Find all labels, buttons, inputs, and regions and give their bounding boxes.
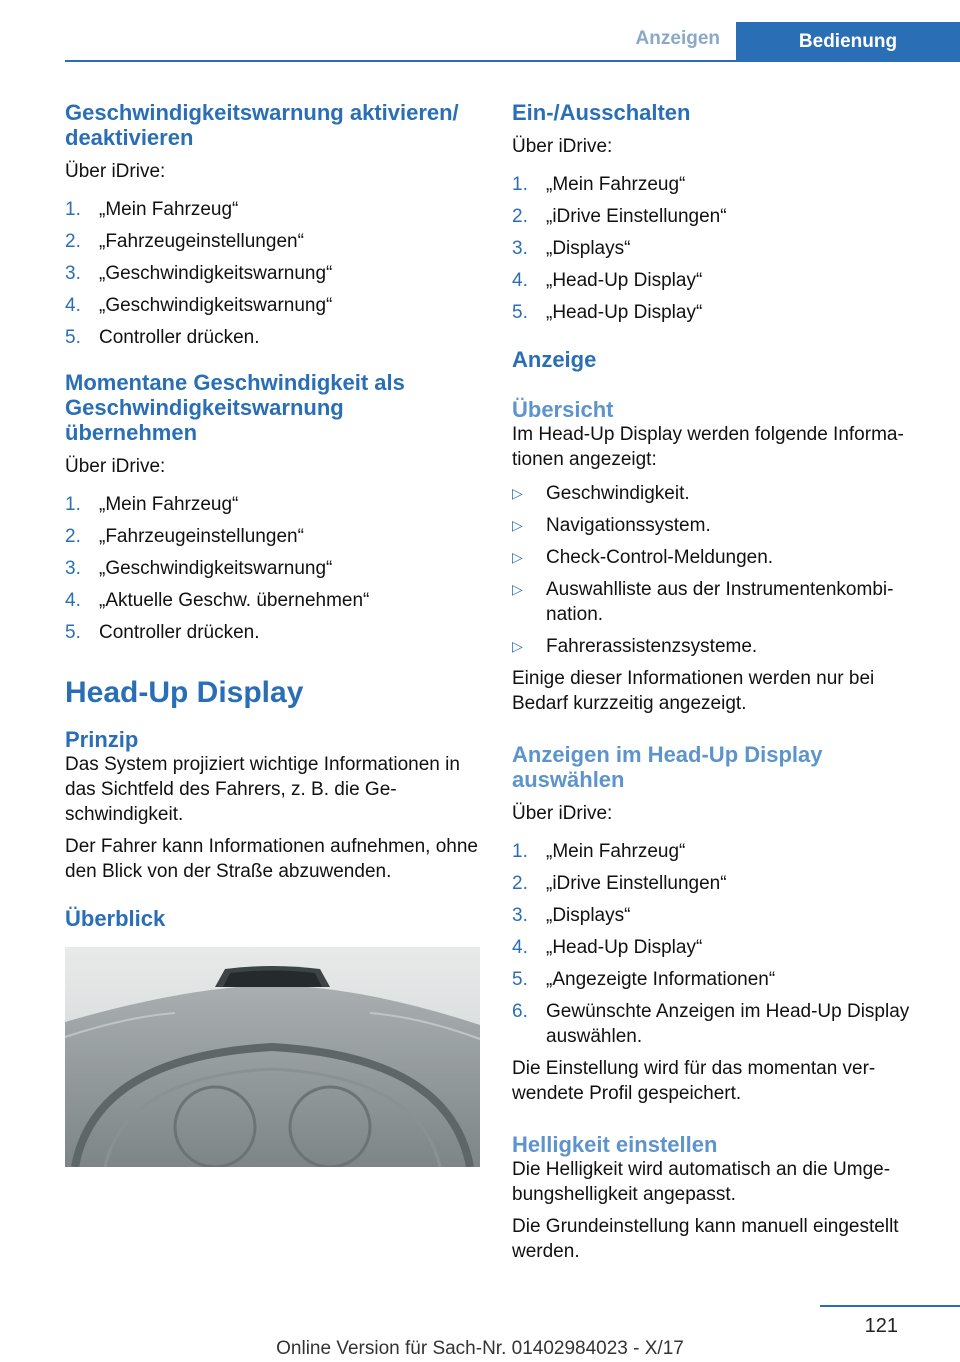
list-item <box>65 620 480 645</box>
step-text: „iDrive Einstellungen“ <box>546 206 727 227</box>
step-number: 3. <box>65 263 81 284</box>
hud-dashboard-illustration <box>65 947 480 1167</box>
bullet-text: Fahrerassistenzsysteme. <box>546 636 758 657</box>
list-item <box>512 871 932 896</box>
step-number: 2. <box>512 873 528 894</box>
step-number: 2. <box>65 526 81 547</box>
list-item <box>512 634 932 659</box>
step-text: „Fahrzeugeinstellungen“ <box>99 231 304 252</box>
list-item <box>512 204 932 229</box>
triangle-bullet-icon: ▷ <box>512 581 523 597</box>
step-number: 3. <box>65 558 81 579</box>
step-text: „Mein Fahrzeug“ <box>99 199 239 220</box>
step-text: „Angezeigte Informationen“ <box>546 969 776 990</box>
list-item <box>65 492 480 517</box>
step-text: „Geschwindigkeitswarnung“ <box>99 558 333 579</box>
step-number: 1. <box>512 174 528 195</box>
steps-list-speed-warning <box>65 197 480 350</box>
list-item <box>512 839 932 864</box>
list-item <box>512 935 932 960</box>
list-item <box>512 300 932 325</box>
step-text: „Displays“ <box>546 238 631 259</box>
step-text: „Mein Fahrzeug“ <box>99 494 239 515</box>
step-number: 5. <box>512 969 528 990</box>
steps-list-on-off <box>512 172 932 325</box>
step-text: „Head-Up Display“ <box>546 302 703 323</box>
tab-bedienung[interactable]: Bedienung <box>736 22 960 62</box>
triangle-bullet-icon: ▷ <box>512 638 523 654</box>
step-text: „iDrive Einstellungen“ <box>546 873 727 894</box>
step-number: 1. <box>65 199 81 220</box>
intro-text: Über iDrive: <box>65 456 166 477</box>
list-item <box>512 967 932 992</box>
step-text: Controller drücken. <box>99 327 260 348</box>
step-number: 5. <box>512 302 528 323</box>
list-item <box>512 577 932 627</box>
tab-anzeigen[interactable]: Anzeigen <box>635 28 720 49</box>
triangle-bullet-icon: ▷ <box>512 517 523 533</box>
intro-text: Über iDrive: <box>512 803 613 824</box>
right-column <box>512 100 932 1264</box>
paragraph: Die Grundeinstellung kann manuell eingestellt werden. <box>512 1216 899 1262</box>
section-title-uebersicht: Übersicht <box>512 397 614 422</box>
paragraph: Im Head-Up Display werden folgende Informa- tionen angezeigt: <box>512 424 904 470</box>
intro-text: Über iDrive: <box>65 161 166 182</box>
section-title-select-displays: Anzeigen im Head-Up Display auswählen <box>512 742 823 792</box>
section-title-speed-warning: Geschwindigkeitswarnung aktivieren/ deaktivieren <box>65 100 459 150</box>
list-item <box>512 268 932 293</box>
list-item <box>512 481 932 506</box>
step-number: 1. <box>65 494 81 515</box>
page-number: 121 <box>864 1315 898 1337</box>
list-item <box>512 545 932 570</box>
step-number: 4. <box>65 590 81 611</box>
list-item <box>512 236 932 261</box>
info-bullet-list <box>512 481 932 659</box>
list-item <box>512 999 932 1049</box>
step-text: „Geschwindigkeitswarnung“ <box>99 263 333 284</box>
paragraph: Die Einstellung wird für das momentan ver- wendete Profil gespeichert. <box>512 1058 876 1104</box>
step-text: „Fahrzeugeinstellungen“ <box>99 526 304 547</box>
dashboard-drawing <box>65 947 480 1167</box>
list-item <box>65 588 480 613</box>
step-number: 6. <box>512 1001 528 1022</box>
bullet-text: Auswahlliste aus der Instrumentenkombi- nation. <box>546 579 894 625</box>
step-number: 5. <box>65 327 81 348</box>
triangle-bullet-icon: ▷ <box>512 485 523 501</box>
step-number: 3. <box>512 238 528 259</box>
list-item <box>65 293 480 318</box>
step-text: „Aktuelle Geschw. übernehmen“ <box>99 590 370 611</box>
footer-rule <box>820 1305 960 1307</box>
bullet-text: Check-Control-Meldungen. <box>546 547 774 568</box>
step-text: „Displays“ <box>546 905 631 926</box>
paragraph: Das System projiziert wichtige Informationen in das Sichtfeld des Fahrers, z. B. die Ge- schwindigkeit. <box>65 754 460 825</box>
list-item <box>512 903 932 928</box>
list-item <box>65 325 480 350</box>
list-item <box>65 261 480 286</box>
step-number: 4. <box>512 270 528 291</box>
bullet-text: Navigationssystem. <box>546 515 711 536</box>
step-number: 1. <box>512 841 528 862</box>
step-number: 5. <box>65 622 81 643</box>
list-item <box>65 556 480 581</box>
step-text: „Head-Up Display“ <box>546 937 703 958</box>
step-text: „Geschwindigkeitswarnung“ <box>99 295 333 316</box>
step-text: Controller drücken. <box>99 622 260 643</box>
section-title-ueberblick: Überblick <box>65 906 166 931</box>
list-item <box>65 524 480 549</box>
list-item <box>512 513 932 538</box>
footer-text: Online Version für Sach-Nr. 01402984023 - X/17 <box>276 1338 684 1359</box>
step-number: 4. <box>65 295 81 316</box>
list-item <box>65 197 480 222</box>
list-item <box>512 172 932 197</box>
steps-list-adopt-speed <box>65 492 480 645</box>
paragraph: Die Helligkeit wird automatisch an die Umge- bungshelligkeit angepasst. <box>512 1159 891 1205</box>
section-title-adopt-speed: Momentane Geschwindigkeit als Geschwindigkeitswarnung übernehmen <box>65 370 405 445</box>
step-number: 2. <box>512 206 528 227</box>
section-title-prinzip: Prinzip <box>65 727 139 752</box>
paragraph: Einige dieser Informationen werden nur bei Bedarf kurzzeitig angezeigt. <box>512 668 875 714</box>
page-header <box>65 0 960 62</box>
step-text: Gewünschte Anzeigen im Head-Up Display auswählen. <box>546 1001 910 1047</box>
chapter-title: Head-Up Display <box>65 676 304 709</box>
header-rule <box>65 60 960 62</box>
step-number: 4. <box>512 937 528 958</box>
bullet-text: Geschwindigkeit. <box>546 483 690 504</box>
intro-text: Über iDrive: <box>512 136 613 157</box>
step-text: „Head-Up Display“ <box>546 270 703 291</box>
step-text: „Mein Fahrzeug“ <box>546 174 686 195</box>
section-title-anzeige: Anzeige <box>512 347 597 372</box>
section-title-brightness: Helligkeit einstellen <box>512 1132 718 1157</box>
paragraph: Der Fahrer kann Informationen aufnehmen, ohne den Blick von der Straße abzuwenden. <box>65 836 478 882</box>
left-column <box>65 100 480 1167</box>
triangle-bullet-icon: ▷ <box>512 549 523 565</box>
section-title-on-off: Ein-/Ausschalten <box>512 100 691 125</box>
steps-list-select-displays <box>512 839 932 1049</box>
step-number: 3. <box>512 905 528 926</box>
step-text: „Mein Fahrzeug“ <box>546 841 686 862</box>
list-item <box>65 229 480 254</box>
step-number: 2. <box>65 231 81 252</box>
